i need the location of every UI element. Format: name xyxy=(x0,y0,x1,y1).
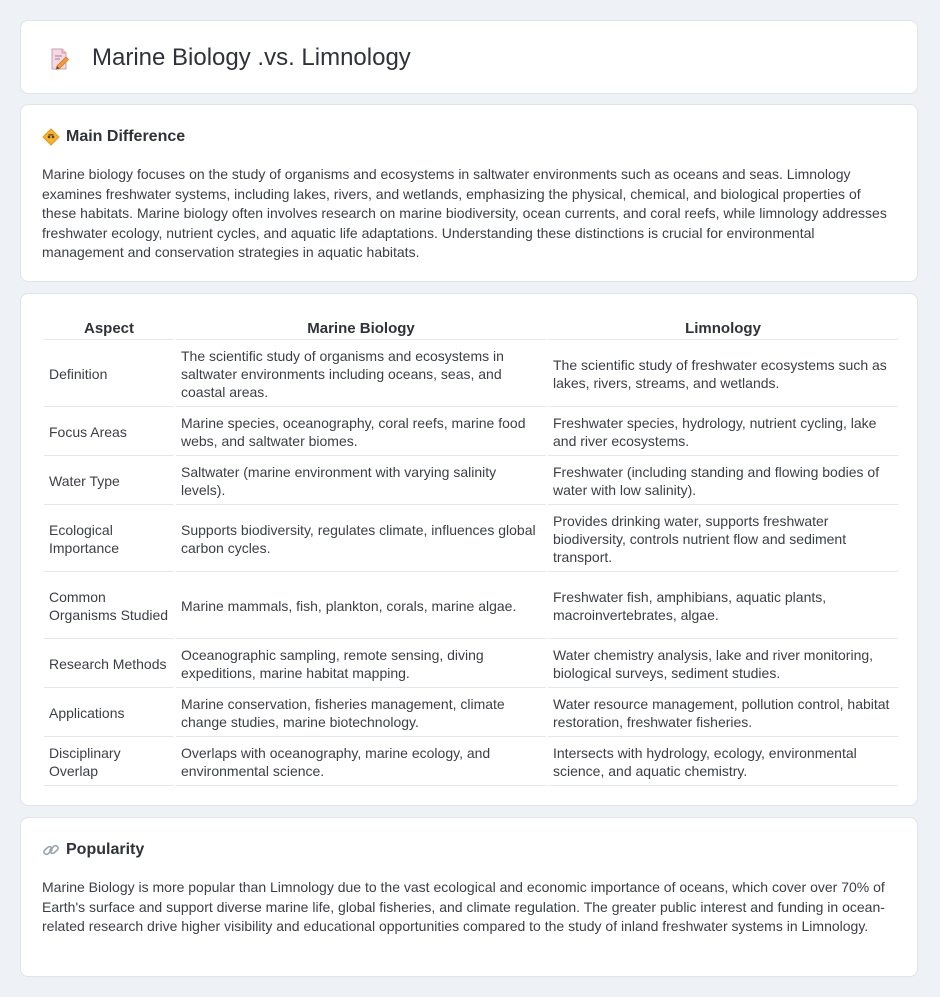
aspect-cell: Common Organisms Studied xyxy=(44,574,174,639)
comparison-table-section xyxy=(20,293,918,806)
marine-cell: Marine conservation, fisheries management, climate change studies, marine biotechnology. xyxy=(176,690,546,737)
table-row xyxy=(44,342,898,407)
aspect-cell: Water Type xyxy=(44,458,174,505)
limnology-cell: Freshwater species, hydrology, nutrient cycling, lake and river ecosystems. xyxy=(548,409,898,456)
aspect-cell: Ecological Importance xyxy=(44,507,174,572)
marine-cell: Marine species, oceanography, coral reefs, marine food webs, and saltwater biomes. xyxy=(176,409,546,456)
header-marine-biology: Marine Biology xyxy=(176,317,546,340)
table-row xyxy=(44,409,898,456)
table-row xyxy=(44,507,898,572)
page-title: Marine Biology .vs. Limnology xyxy=(92,44,411,71)
header-aspect: Aspect xyxy=(44,317,174,340)
aspect-cell: Applications xyxy=(44,690,174,737)
table-row xyxy=(44,690,898,737)
limnology-cell: Freshwater (including standing and flowing bodies of water with low salinity). xyxy=(548,458,898,505)
marine-cell: Overlaps with oceanography, marine ecology, and environmental science. xyxy=(176,739,546,786)
popularity-heading xyxy=(42,840,144,860)
popularity-text: Marine Biology is more popular than Limnology due to the vast ecological and economic importance of oceans, which cover over 70% of Earth's surface and support diverse marine life, global fisheries, and climate regulation. The greater public interest and funding in ocean-related research drive higher visibility and educational opportunities compared to the study of inland freshwater systems in Limnology. xyxy=(42,879,885,934)
header-limnology: Limnology xyxy=(548,317,898,340)
popularity-section xyxy=(20,817,918,977)
limnology-cell: Water resource management, pollution control, habitat restoration, freshwater fisheries. xyxy=(548,690,898,737)
table-row xyxy=(44,458,898,505)
marine-cell: The scientific study of organisms and ecosystems in saltwater environments including oceans, seas, and coastal areas. xyxy=(176,342,546,407)
popularity-title: Popularity xyxy=(66,841,145,858)
table-row xyxy=(44,641,898,688)
main-difference-heading xyxy=(42,127,185,147)
table-row xyxy=(44,739,898,786)
marine-cell: Saltwater (marine environment with varying salinity levels). xyxy=(176,458,546,505)
main-difference-text: Marine biology focuses on the study of organisms and ecosystems in saltwater environments such as oceans and seas. Limnology examines freshwater systems, including lakes, rivers, and wetlands, emphasizing the physical, chemical, and biological properties of these habitats. Marine biology often involves research on marine biodiversity, ocean currents, and coral reefs, while limnology addresses freshwater ecology, nutrient cycles, and aquatic life adaptations. Understanding these distinctions is crucial for environmental management and conservation strategies in aquatic habitats. xyxy=(42,166,887,260)
marine-cell: Oceanographic sampling, remote sensing, diving expeditions, marine habitat mapping. xyxy=(176,641,546,688)
document-pencil-icon xyxy=(47,47,71,71)
aspect-cell: Research Methods xyxy=(44,641,174,688)
aspect-cell: Focus Areas xyxy=(44,409,174,456)
aspect-cell: Definition xyxy=(44,342,174,407)
marine-cell: Supports biodiversity, regulates climate, influences global carbon cycles. xyxy=(176,507,546,572)
limnology-cell: Freshwater fish, amphibians, aquatic plants, macroinvertebrates, algae. xyxy=(548,574,898,639)
header-card xyxy=(20,20,918,94)
comparison-table xyxy=(42,315,900,788)
link-icon xyxy=(42,841,60,859)
limnology-cell: Water chemistry analysis, lake and river monitoring, biological surveys, sediment studies. xyxy=(548,641,898,688)
diamond-marker-icon xyxy=(42,128,60,146)
table-row xyxy=(44,574,898,639)
main-difference-section xyxy=(20,104,918,282)
limnology-cell: The scientific study of freshwater ecosystems such as lakes, rivers, streams, and wetlands. xyxy=(548,342,898,407)
limnology-cell: Provides drinking water, supports freshwater biodiversity, controls nutrient flow and sediment transport. xyxy=(548,507,898,572)
table-header-row xyxy=(44,317,898,340)
main-difference-title: Main Difference xyxy=(66,128,186,145)
marine-cell: Marine mammals, fish, plankton, corals, marine algae. xyxy=(176,574,546,639)
aspect-cell: Disciplinary Overlap xyxy=(44,739,174,786)
limnology-cell: Intersects with hydrology, ecology, environmental science, and aquatic chemistry. xyxy=(548,739,898,786)
